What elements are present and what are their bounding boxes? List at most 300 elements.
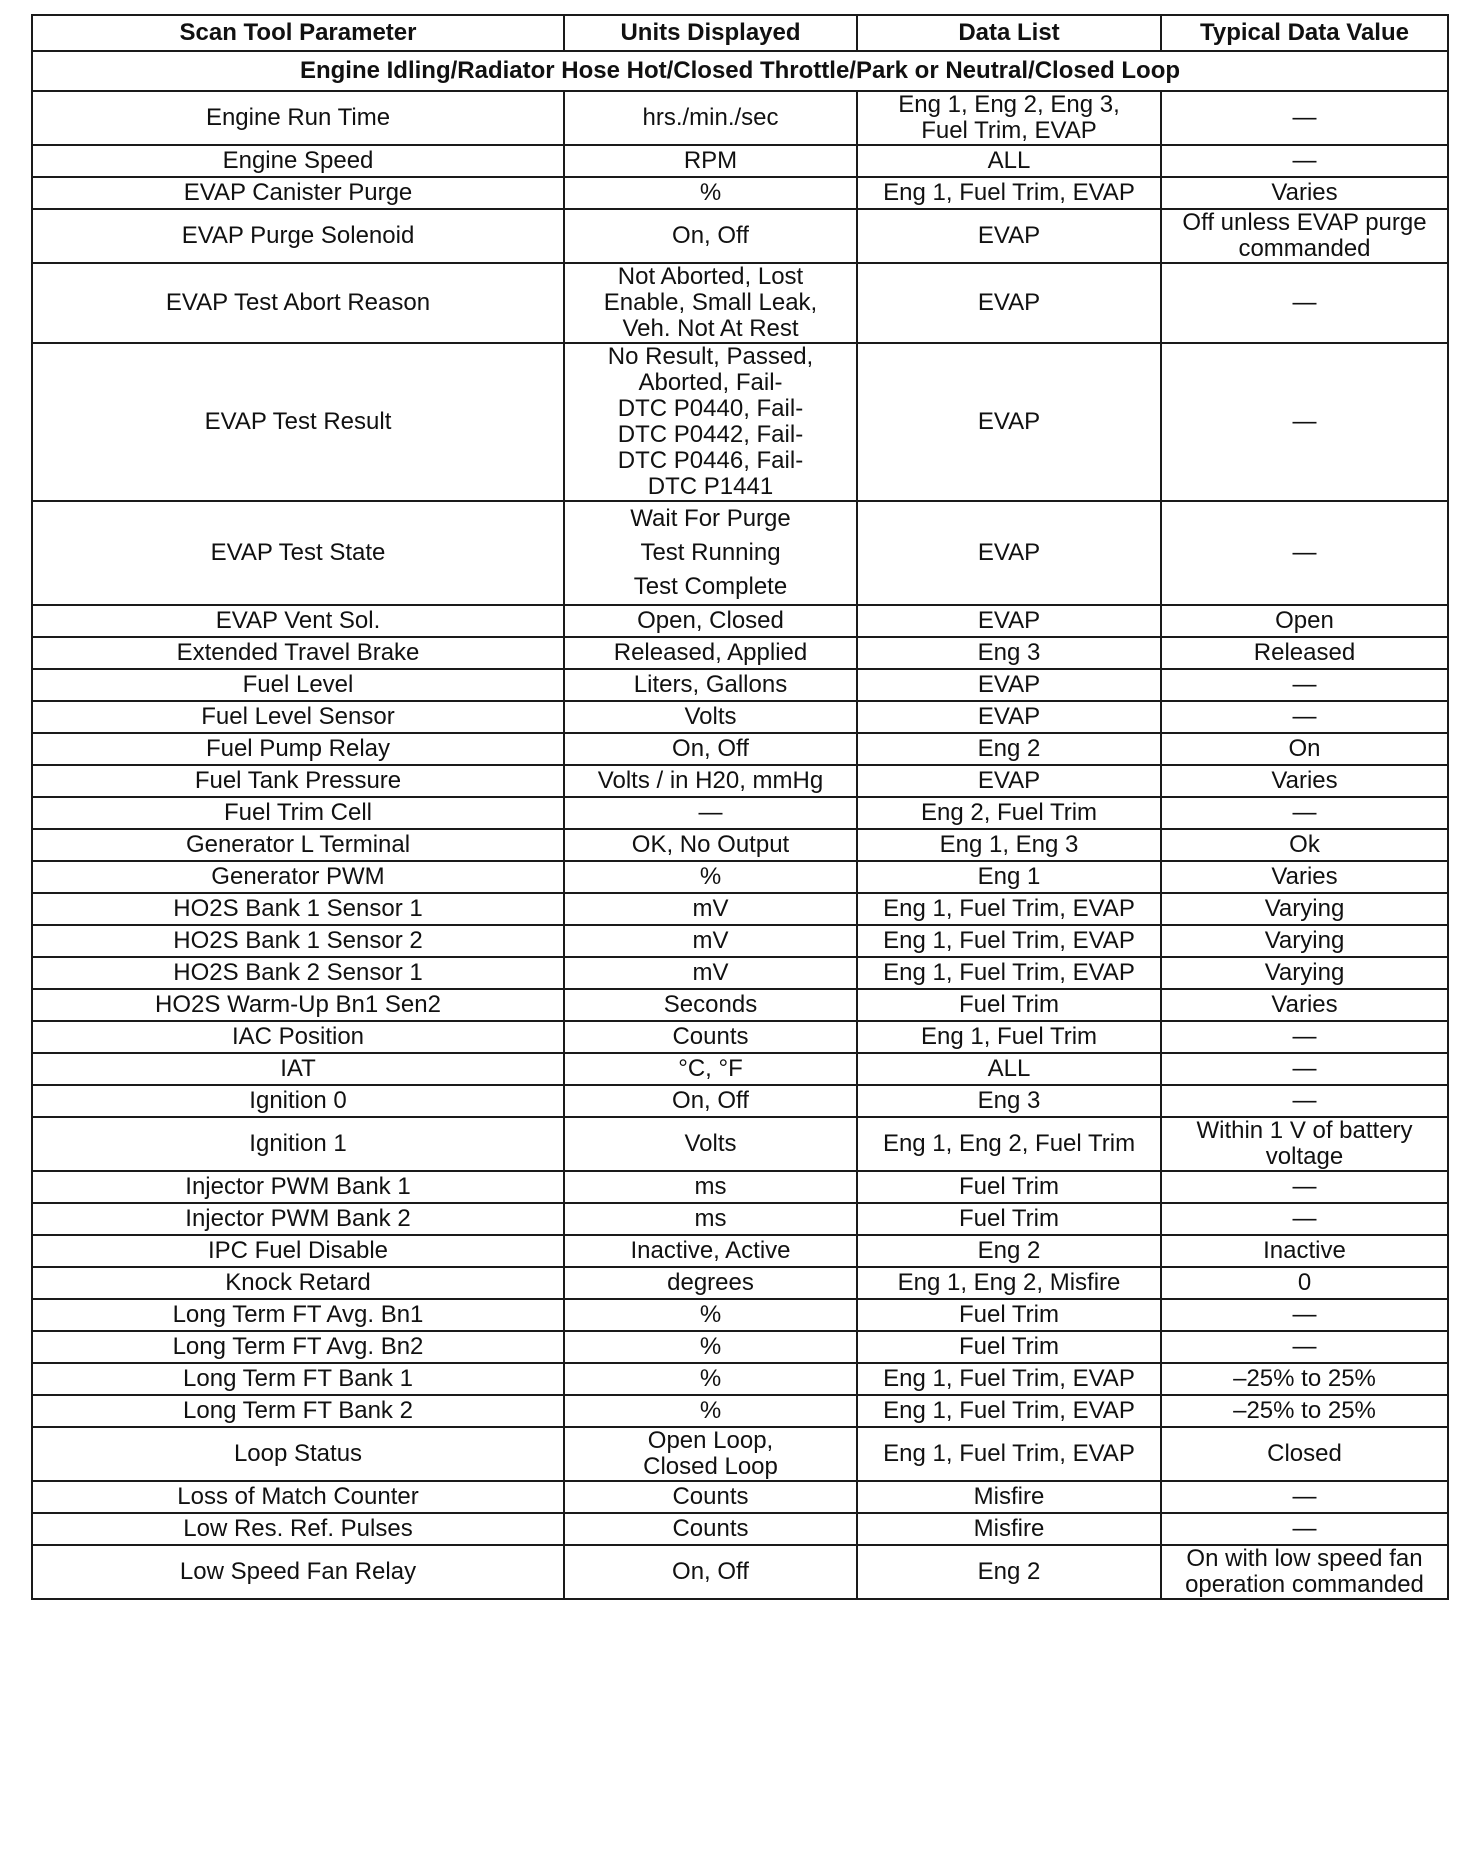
units-cell <box>564 1545 857 1599</box>
units-cell <box>564 797 857 829</box>
units-cell <box>564 1363 857 1395</box>
data-list-cell <box>857 1395 1161 1427</box>
table-row <box>32 1053 1448 1085</box>
units-cell <box>564 1021 857 1053</box>
parameter-cell: EVAP Vent Sol. <box>32 605 564 637</box>
typical-value-cell-line: Varying <box>1264 895 1345 922</box>
data-list-cell <box>857 1545 1161 1599</box>
units-cell <box>564 1085 857 1117</box>
parameter-cell: Long Term FT Avg. Bn1 <box>32 1299 564 1331</box>
parameter-cell: Extended Travel Brake <box>32 637 564 669</box>
typical-value-cell-line: — <box>1292 1173 1317 1200</box>
units-cell <box>564 1299 857 1331</box>
data-list-cell-line: Eng 1, Fuel Trim, EVAP <box>883 1365 1135 1392</box>
units-cell-line: Released, Applied <box>613 639 808 666</box>
table-row <box>32 765 1448 797</box>
units-cell-line: Veh. Not At Rest <box>622 315 799 342</box>
units-cell <box>564 765 857 797</box>
table-row <box>32 1085 1448 1117</box>
units-cell-line: No Result, Passed, <box>607 343 814 370</box>
units-cell <box>564 263 857 343</box>
typical-value-cell <box>1161 1085 1448 1117</box>
typical-value-cell <box>1161 701 1448 733</box>
units-cell-line: ms <box>694 1205 727 1232</box>
data-list-cell-line: Eng 1, Fuel Trim, EVAP <box>883 1397 1135 1424</box>
typical-value-cell <box>1161 177 1448 209</box>
table-row <box>32 1331 1448 1363</box>
table-row <box>32 209 1448 263</box>
units-cell-line: °C, °F <box>678 1055 743 1082</box>
units-cell <box>564 605 857 637</box>
units-cell <box>564 343 857 501</box>
typical-value-cell-line: Off unless EVAP purge <box>1182 209 1427 236</box>
typical-value-cell-line: — <box>1292 1301 1317 1328</box>
parameter-cell: Ignition 0 <box>32 1085 564 1117</box>
units-cell <box>564 1395 857 1427</box>
table-body <box>32 51 1448 1599</box>
data-list-cell-line: Eng 1 <box>977 863 1041 890</box>
typical-value-cell-line: Released <box>1253 639 1356 666</box>
typical-value-cell <box>1161 343 1448 501</box>
parameter-cell: EVAP Test State <box>32 501 564 605</box>
typical-value-cell-line: Closed <box>1267 1440 1342 1467</box>
data-list-cell-line: EVAP <box>977 539 1041 566</box>
typical-value-cell-line: — <box>1292 539 1317 566</box>
table-row <box>32 1117 1448 1171</box>
data-list-cell-line: Eng 1, Eng 2, Eng 3, <box>898 91 1120 118</box>
typical-value-cell-line: Within 1 V of battery <box>1196 1117 1413 1144</box>
parameter-cell: Loop Status <box>32 1427 564 1481</box>
table-row <box>32 263 1448 343</box>
data-list-cell <box>857 765 1161 797</box>
parameter-cell: Engine Speed <box>32 145 564 177</box>
parameter-cell: IAT <box>32 1053 564 1085</box>
units-cell <box>564 893 857 925</box>
parameter-cell: Injector PWM Bank 2 <box>32 1203 564 1235</box>
table-row <box>32 925 1448 957</box>
typical-value-cell-line: voltage <box>1265 1143 1344 1170</box>
typical-value-cell-line: — <box>1292 1483 1317 1510</box>
units-cell-line: On, Off <box>672 1558 749 1585</box>
units-cell-line: % <box>699 1301 722 1328</box>
units-cell-line: Not Aborted, Lost <box>617 263 804 290</box>
table-row <box>32 1299 1448 1331</box>
units-cell-line: RPM <box>683 147 738 174</box>
units-cell-line: — <box>698 799 723 826</box>
data-list-cell-line: Fuel Trim <box>958 991 1059 1018</box>
units-cell <box>564 1203 857 1235</box>
header-data-list: Data List <box>857 15 1161 51</box>
data-list-cell <box>857 637 1161 669</box>
parameter-cell: Fuel Level Sensor <box>32 701 564 733</box>
table-row <box>32 701 1448 733</box>
units-cell-line: Liters, Gallons <box>633 671 788 698</box>
typical-value-cell-line: — <box>1292 408 1317 435</box>
units-cell <box>564 1171 857 1203</box>
scan-tool-data-table <box>31 14 1449 1600</box>
data-list-cell <box>857 733 1161 765</box>
data-list-cell <box>857 1021 1161 1053</box>
parameter-cell: Low Res. Ref. Pulses <box>32 1513 564 1545</box>
typical-value-cell <box>1161 501 1448 605</box>
units-cell <box>564 1235 857 1267</box>
units-cell <box>564 209 857 263</box>
data-list-cell <box>857 957 1161 989</box>
units-cell-line: % <box>699 1333 722 1360</box>
units-cell-line: % <box>699 179 722 206</box>
data-list-cell-line: Eng 1, Fuel Trim, EVAP <box>883 927 1135 954</box>
parameter-cell: Ignition 1 <box>32 1117 564 1171</box>
table-row <box>32 1235 1448 1267</box>
units-cell <box>564 1267 857 1299</box>
typical-value-cell <box>1161 1171 1448 1203</box>
units-cell-line: Wait For Purge <box>630 505 791 532</box>
parameter-cell: Long Term FT Bank 2 <box>32 1395 564 1427</box>
typical-value-cell <box>1161 669 1448 701</box>
data-list-cell-line: ALL <box>987 1055 1031 1082</box>
test-condition-row <box>32 51 1448 91</box>
data-list-cell <box>857 893 1161 925</box>
typical-value-cell <box>1161 1053 1448 1085</box>
table-row <box>32 957 1448 989</box>
units-cell <box>564 91 857 145</box>
parameter-cell: Generator PWM <box>32 861 564 893</box>
data-list-cell-line: Eng 1, Eng 2, Misfire <box>897 1269 1121 1296</box>
parameter-cell: HO2S Bank 1 Sensor 2 <box>32 925 564 957</box>
table-row <box>32 797 1448 829</box>
data-list-cell <box>857 701 1161 733</box>
table-row <box>32 829 1448 861</box>
typical-value-cell <box>1161 829 1448 861</box>
typical-value-cell <box>1161 1331 1448 1363</box>
parameter-cell: Fuel Level <box>32 669 564 701</box>
typical-value-cell-line: Ok <box>1289 831 1320 858</box>
units-cell-line: Open, Closed <box>637 607 784 634</box>
typical-value-cell-line: Varies <box>1271 863 1338 890</box>
units-cell-line: Volts <box>684 703 737 730</box>
typical-value-cell <box>1161 1481 1448 1513</box>
typical-value-cell <box>1161 1203 1448 1235</box>
parameter-cell: EVAP Purge Solenoid <box>32 209 564 263</box>
units-cell-line: Enable, Small Leak, <box>603 289 818 316</box>
typical-value-cell <box>1161 1299 1448 1331</box>
units-cell-line: Counts <box>672 1023 749 1050</box>
data-list-cell <box>857 263 1161 343</box>
data-list-cell <box>857 91 1161 145</box>
typical-value-cell <box>1161 861 1448 893</box>
parameter-cell: Fuel Trim Cell <box>32 797 564 829</box>
units-cell-line: DTC P0440, Fail- <box>617 395 804 422</box>
typical-value-cell <box>1161 605 1448 637</box>
data-list-cell <box>857 501 1161 605</box>
header-typical-data-value: Typical Data Value <box>1161 15 1448 51</box>
data-list-cell <box>857 1299 1161 1331</box>
data-list-cell <box>857 1235 1161 1267</box>
typical-value-cell <box>1161 1363 1448 1395</box>
units-cell-line: mV <box>692 927 729 954</box>
table-row <box>32 1545 1448 1599</box>
units-cell <box>564 733 857 765</box>
table-row <box>32 1021 1448 1053</box>
data-list-cell <box>857 209 1161 263</box>
table-row <box>32 1481 1448 1513</box>
data-list-cell-line: Fuel Trim <box>958 1205 1059 1232</box>
data-list-cell <box>857 177 1161 209</box>
typical-value-cell <box>1161 925 1448 957</box>
data-list-cell <box>857 1203 1161 1235</box>
units-cell <box>564 1117 857 1171</box>
typical-value-cell-line: Open <box>1275 607 1334 634</box>
data-list-cell-line: EVAP <box>977 703 1041 730</box>
units-cell-line: DTC P0442, Fail- <box>617 421 804 448</box>
data-list-cell-line: Eng 2 <box>977 1237 1041 1264</box>
units-cell-line: DTC P1441 <box>647 473 774 500</box>
units-cell <box>564 861 857 893</box>
data-list-cell-line: Fuel Trim <box>958 1173 1059 1200</box>
data-list-cell <box>857 1171 1161 1203</box>
data-list-cell-line: Eng 2 <box>977 735 1041 762</box>
parameter-cell: IPC Fuel Disable <box>32 1235 564 1267</box>
parameter-cell: Knock Retard <box>32 1267 564 1299</box>
units-cell-line: mV <box>692 895 729 922</box>
table-row <box>32 145 1448 177</box>
header-units-displayed: Units Displayed <box>564 15 857 51</box>
parameter-cell: Engine Run Time <box>32 91 564 145</box>
data-list-cell <box>857 669 1161 701</box>
parameter-cell: Loss of Match Counter <box>32 1481 564 1513</box>
units-cell <box>564 1481 857 1513</box>
typical-value-cell <box>1161 893 1448 925</box>
data-list-cell-line: EVAP <box>977 607 1041 634</box>
units-cell <box>564 1331 857 1363</box>
parameter-cell: Fuel Tank Pressure <box>32 765 564 797</box>
data-list-cell-line: Eng 2, Fuel Trim <box>920 799 1098 826</box>
typical-value-cell-line: — <box>1292 147 1317 174</box>
units-cell <box>564 989 857 1021</box>
data-list-cell-line: Misfire <box>973 1483 1045 1510</box>
data-list-cell-line: Eng 1, Eng 3 <box>939 831 1079 858</box>
table-row <box>32 1363 1448 1395</box>
typical-value-cell <box>1161 1021 1448 1053</box>
data-list-cell <box>857 343 1161 501</box>
data-list-cell-line: Fuel Trim <box>958 1333 1059 1360</box>
data-list-cell-line: Eng 1, Fuel Trim, EVAP <box>883 959 1135 986</box>
typical-value-cell-line: — <box>1292 703 1317 730</box>
parameter-cell: Generator L Terminal <box>32 829 564 861</box>
units-cell-line: degrees <box>667 1269 754 1296</box>
table-row <box>32 989 1448 1021</box>
typical-value-cell <box>1161 1395 1448 1427</box>
units-cell-line: Counts <box>672 1515 749 1542</box>
typical-value-cell <box>1161 209 1448 263</box>
typical-value-cell <box>1161 765 1448 797</box>
units-cell-line: Aborted, Fail- <box>638 369 783 396</box>
data-list-cell-line: Eng 2 <box>977 1558 1041 1585</box>
units-cell-line: hrs./min./sec <box>642 104 779 131</box>
parameter-cell: Low Speed Fan Relay <box>32 1545 564 1599</box>
scan-tool-data-sheet <box>31 14 1447 1600</box>
data-list-cell <box>857 1481 1161 1513</box>
data-list-cell-line: Eng 1, Fuel Trim, EVAP <box>883 179 1135 206</box>
units-cell-line: Open Loop, <box>647 1427 774 1454</box>
data-list-cell-line: EVAP <box>977 222 1041 249</box>
units-cell-line: DTC P0446, Fail- <box>617 447 804 474</box>
data-list-cell-line: EVAP <box>977 289 1041 316</box>
units-cell-line: % <box>699 863 722 890</box>
data-list-cell <box>857 145 1161 177</box>
units-cell <box>564 1427 857 1481</box>
typical-value-cell-line: — <box>1292 1087 1317 1114</box>
typical-value-cell <box>1161 637 1448 669</box>
typical-value-cell-line: — <box>1292 1205 1317 1232</box>
typical-value-cell-line: — <box>1292 289 1317 316</box>
table-row <box>32 1171 1448 1203</box>
units-cell-line: Seconds <box>663 991 758 1018</box>
parameter-cell: HO2S Bank 1 Sensor 1 <box>32 893 564 925</box>
table-row <box>32 1395 1448 1427</box>
units-cell-line: % <box>699 1397 722 1424</box>
data-list-cell-line: EVAP <box>977 671 1041 698</box>
typical-value-cell-line: –25% to 25% <box>1233 1365 1376 1392</box>
data-list-cell-line: EVAP <box>977 767 1041 794</box>
units-cell-line: Volts / in H20, mmHg <box>597 767 824 794</box>
typical-value-cell-line: — <box>1292 1515 1317 1542</box>
units-cell-line: % <box>699 1365 722 1392</box>
typical-value-cell <box>1161 957 1448 989</box>
data-list-cell <box>857 1267 1161 1299</box>
test-condition: Engine Idling/Radiator Hose Hot/Closed Throttle/Park or Neutral/Closed Loop <box>32 51 1448 91</box>
header-row <box>32 15 1448 51</box>
data-list-cell-line: Eng 1, Eng 2, Fuel Trim <box>882 1130 1136 1157</box>
data-list-cell-line: Eng 3 <box>977 1087 1041 1114</box>
table-row <box>32 177 1448 209</box>
units-cell-line: Closed Loop <box>643 1453 778 1480</box>
parameter-cell: EVAP Test Abort Reason <box>32 263 564 343</box>
parameter-cell: EVAP Test Result <box>32 343 564 501</box>
table-row <box>32 605 1448 637</box>
typical-value-cell-line: Varying <box>1264 927 1345 954</box>
typical-value-cell <box>1161 1545 1448 1599</box>
typical-value-cell <box>1161 733 1448 765</box>
units-cell <box>564 1053 857 1085</box>
units-cell-line: mV <box>692 959 729 986</box>
units-cell <box>564 669 857 701</box>
units-cell <box>564 957 857 989</box>
typical-value-cell <box>1161 797 1448 829</box>
parameter-cell: HO2S Warm-Up Bn1 Sen2 <box>32 989 564 1021</box>
data-list-cell <box>857 1331 1161 1363</box>
typical-value-cell-line: commanded <box>1238 235 1371 262</box>
parameter-cell: Injector PWM Bank 1 <box>32 1171 564 1203</box>
table-row <box>32 501 1448 605</box>
data-list-cell <box>857 989 1161 1021</box>
table-row <box>32 1513 1448 1545</box>
units-cell-line: ms <box>694 1173 727 1200</box>
table-row <box>32 861 1448 893</box>
table-row <box>32 669 1448 701</box>
typical-value-cell-line: On with low speed fan <box>1186 1545 1423 1572</box>
typical-value-cell-line: operation commanded <box>1185 1571 1424 1598</box>
table-row <box>32 637 1448 669</box>
data-list-cell-line: EVAP <box>977 408 1041 435</box>
typical-value-cell-line: — <box>1292 799 1317 826</box>
data-list-cell-line: Eng 1, Fuel Trim, EVAP <box>883 895 1135 922</box>
data-list-cell-line: Fuel Trim, EVAP <box>921 117 1097 144</box>
typical-value-cell-line: — <box>1292 671 1317 698</box>
typical-value-cell-line: On <box>1288 735 1321 762</box>
data-list-cell <box>857 605 1161 637</box>
typical-value-cell-line: –25% to 25% <box>1233 1397 1376 1424</box>
data-list-cell <box>857 1427 1161 1481</box>
header-scan-tool-parameter: Scan Tool Parameter <box>32 15 564 51</box>
typical-value-cell <box>1161 263 1448 343</box>
units-cell-line: On, Off <box>672 735 749 762</box>
typical-value-cell <box>1161 1267 1448 1299</box>
table-row <box>32 1203 1448 1235</box>
units-cell-line: Volts <box>684 1130 737 1157</box>
table-row <box>32 1427 1448 1481</box>
typical-value-cell-line: Varies <box>1271 991 1338 1018</box>
table-row <box>32 91 1448 145</box>
typical-value-cell-line: Varies <box>1271 179 1338 206</box>
parameter-cell: Long Term FT Avg. Bn2 <box>32 1331 564 1363</box>
units-cell-line: Inactive, Active <box>630 1237 791 1264</box>
data-list-cell <box>857 861 1161 893</box>
data-list-cell <box>857 925 1161 957</box>
units-cell <box>564 1513 857 1545</box>
units-cell <box>564 501 857 605</box>
units-cell <box>564 637 857 669</box>
data-list-cell-line: Eng 1, Fuel Trim, EVAP <box>883 1440 1135 1467</box>
data-list-cell <box>857 1085 1161 1117</box>
table-header <box>32 15 1448 51</box>
data-list-cell-line: Misfire <box>973 1515 1045 1542</box>
typical-value-cell-line: Inactive <box>1263 1237 1346 1264</box>
data-list-cell-line: Eng 1, Fuel Trim <box>920 1023 1098 1050</box>
typical-value-cell <box>1161 91 1448 145</box>
typical-value-cell <box>1161 1427 1448 1481</box>
units-cell <box>564 177 857 209</box>
typical-value-cell <box>1161 1117 1448 1171</box>
data-list-cell <box>857 829 1161 861</box>
units-cell-line: On, Off <box>672 1087 749 1114</box>
typical-value-cell-line: Varying <box>1264 959 1345 986</box>
units-cell <box>564 701 857 733</box>
typical-value-cell-line: — <box>1292 1023 1317 1050</box>
typical-value-cell-line: Varies <box>1271 767 1338 794</box>
typical-value-cell-line: — <box>1292 104 1317 131</box>
data-list-cell-line: Eng 3 <box>977 639 1041 666</box>
typical-value-cell <box>1161 145 1448 177</box>
data-list-cell <box>857 1117 1161 1171</box>
typical-value-cell-line: — <box>1292 1333 1317 1360</box>
data-list-cell <box>857 1513 1161 1545</box>
table-row <box>32 733 1448 765</box>
units-cell <box>564 925 857 957</box>
data-list-cell-line: Fuel Trim <box>958 1301 1059 1328</box>
parameter-cell: HO2S Bank 2 Sensor 1 <box>32 957 564 989</box>
units-cell-line: Test Running <box>640 539 781 566</box>
table-row <box>32 1267 1448 1299</box>
parameter-cell: Long Term FT Bank 1 <box>32 1363 564 1395</box>
data-list-cell <box>857 797 1161 829</box>
parameter-cell: IAC Position <box>32 1021 564 1053</box>
units-cell-line: OK, No Output <box>631 831 790 858</box>
parameter-cell: Fuel Pump Relay <box>32 733 564 765</box>
units-cell-line: Test Complete <box>633 573 788 600</box>
units-cell-line: Counts <box>672 1483 749 1510</box>
typical-value-cell-line: — <box>1292 1055 1317 1082</box>
